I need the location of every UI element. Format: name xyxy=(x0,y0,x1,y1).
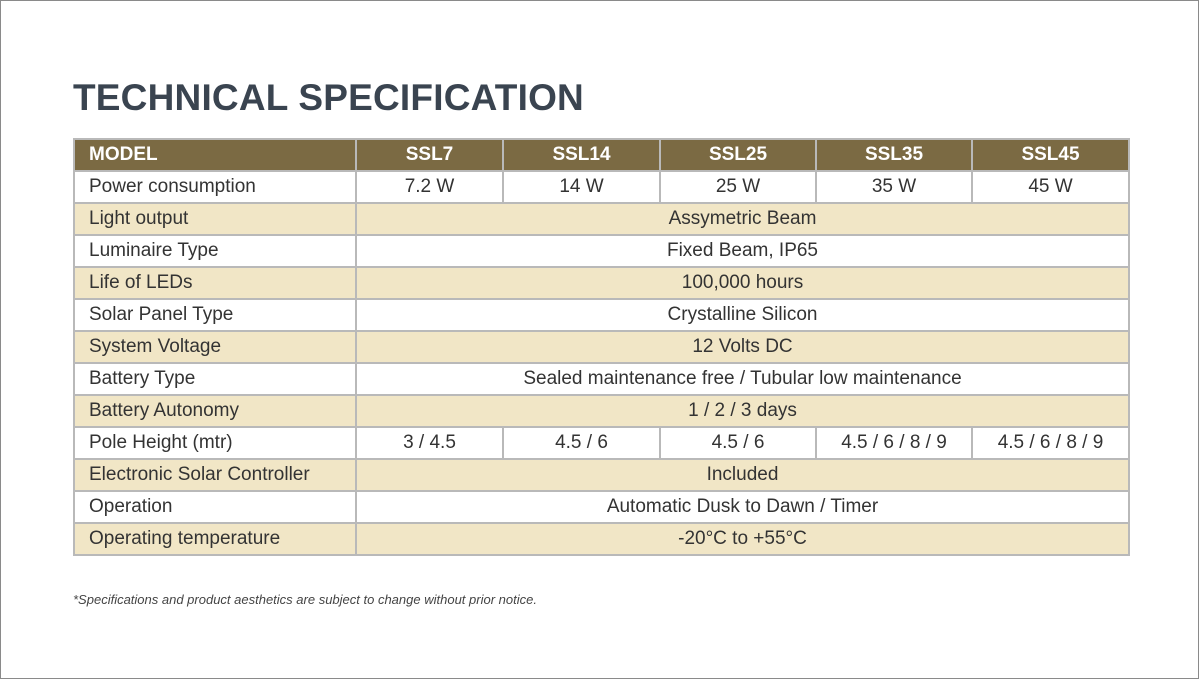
row-value: 3 / 4.5 xyxy=(356,427,503,459)
table-header-row xyxy=(74,139,1129,171)
row-value: Fixed Beam, IP65 xyxy=(356,235,1129,267)
row-value: 100,000 hours xyxy=(356,267,1129,299)
page-title: TECHNICAL SPECIFICATION xyxy=(73,77,584,118)
table-row xyxy=(74,171,1129,203)
row-value: 1 / 2 / 3 days xyxy=(356,395,1129,427)
row-label: Operation xyxy=(74,491,356,523)
row-value: 12 Volts DC xyxy=(356,331,1129,363)
row-label: Operating temperature xyxy=(74,523,356,555)
table-row xyxy=(74,427,1129,459)
table-row xyxy=(74,299,1129,331)
table-row xyxy=(74,523,1129,555)
table-row xyxy=(74,363,1129,395)
table-row xyxy=(74,491,1129,523)
table-row xyxy=(74,267,1129,299)
header-cell-model: MODEL xyxy=(74,139,356,171)
row-label: Luminaire Type xyxy=(74,235,356,267)
header-cell-ssl14: SSL14 xyxy=(503,139,660,171)
table-row xyxy=(74,331,1129,363)
row-value: Sealed maintenance free / Tubular low maintenance xyxy=(356,363,1129,395)
row-value: 4.5 / 6 / 8 / 9 xyxy=(972,427,1129,459)
row-value: 25 W xyxy=(660,171,816,203)
row-value: Included xyxy=(356,459,1129,491)
row-value: Crystalline Silicon xyxy=(356,299,1129,331)
table-row xyxy=(74,203,1129,235)
header-cell-ssl7: SSL7 xyxy=(356,139,503,171)
header-cell-ssl45: SSL45 xyxy=(972,139,1129,171)
row-value: 7.2 W xyxy=(356,171,503,203)
row-value: -20°C to +55°C xyxy=(356,523,1129,555)
row-value: 35 W xyxy=(816,171,972,203)
row-label: Light output xyxy=(74,203,356,235)
table-row xyxy=(74,459,1129,491)
row-label: Battery Type xyxy=(74,363,356,395)
row-value: 4.5 / 6 xyxy=(503,427,660,459)
row-value: Automatic Dusk to Dawn / Timer xyxy=(356,491,1129,523)
row-label: Power consumption xyxy=(74,171,356,203)
header-cell-ssl25: SSL25 xyxy=(660,139,816,171)
footnote: *Specifications and product aesthetics are subject to change without prior notice. xyxy=(73,592,537,607)
row-label: Solar Panel Type xyxy=(74,299,356,331)
table-row xyxy=(74,235,1129,267)
header-cell-ssl35: SSL35 xyxy=(816,139,972,171)
row-value: Assymetric Beam xyxy=(356,203,1129,235)
row-label: Electronic Solar Controller xyxy=(74,459,356,491)
row-value: 4.5 / 6 / 8 / 9 xyxy=(816,427,972,459)
spec-table xyxy=(73,138,1130,556)
row-label: System Voltage xyxy=(74,331,356,363)
row-value: 14 W xyxy=(503,171,660,203)
row-label: Battery Autonomy xyxy=(74,395,356,427)
row-label: Life of LEDs xyxy=(74,267,356,299)
row-value: 4.5 / 6 xyxy=(660,427,816,459)
table-row xyxy=(74,395,1129,427)
row-label: Pole Height (mtr) xyxy=(74,427,356,459)
row-value: 45 W xyxy=(972,171,1129,203)
